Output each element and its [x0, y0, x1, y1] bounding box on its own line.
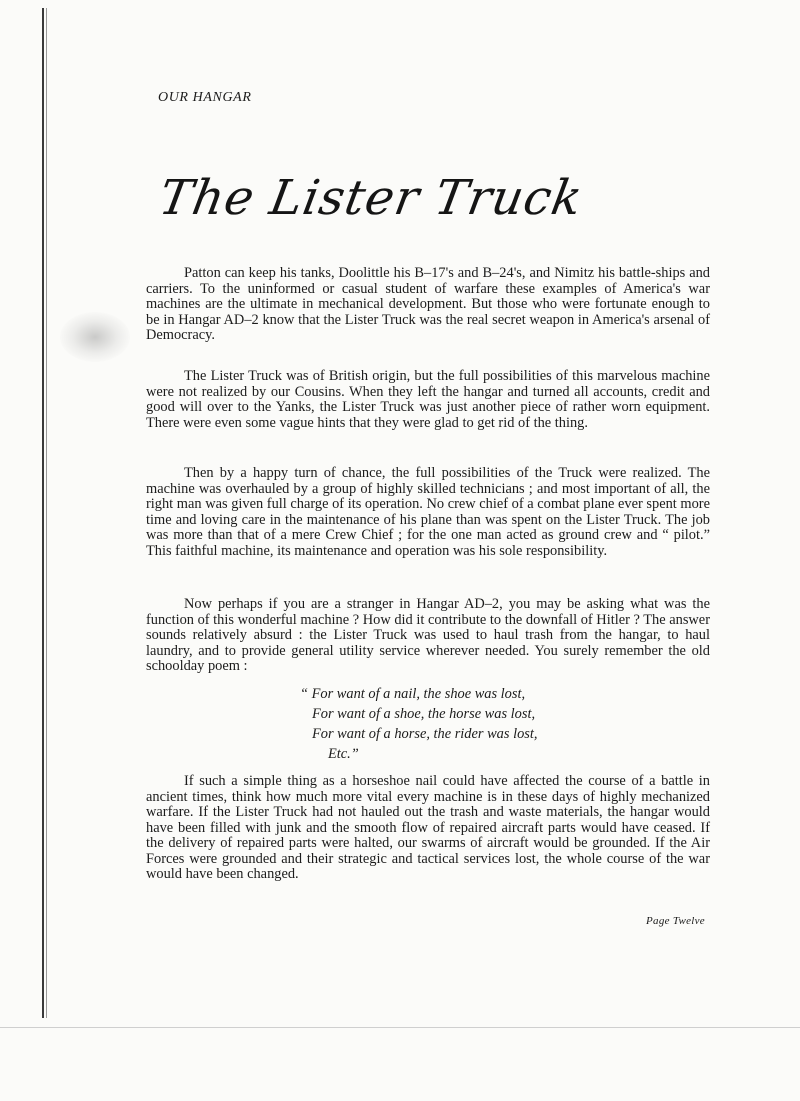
- poem-line: For want of a shoe, the horse was lost,: [312, 706, 536, 722]
- page-number: Page Twelve: [646, 915, 705, 927]
- section-label: OUR HANGAR: [158, 90, 252, 105]
- paragraph-2: The Lister Truck was of British origin, but the full possibilities of this marvelous machine were not realized by our Cousins. When they left the hangar and turned all accounts, credit and good will over to the Yanks, the Lister Truck was just another piece of rather worn equipment. There were even some vague hints that they were glad to get rid of the thing.: [146, 368, 710, 431]
- paragraph-5: If such a simple thing as a horseshoe nail could have affected the course of a battle in ancient times, think how much more vital every machine is in these days of highly mechanized warfare. If the Lister Truck had not hauled out the trash and waste materials, the hangar would have been filled with junk and the smooth flow of repaired aircraft parts would have ceased. If the delivery of repaired parts were halted, our swarms of aircraft would be grounded. If the Air Forces were grounded and their strategic and tactical services lost, the whole course of the war would have been changed.: [146, 773, 710, 882]
- poem-block: [300, 684, 537, 764]
- poem-line: For want of a horse, the rider was lost,: [312, 726, 538, 742]
- binding-edge-line: [42, 8, 44, 1018]
- paragraph-4: Now perhaps if you are a stranger in Hangar AD–2, you may be asking what was the function of this wonderful machine ? How did it contribute to the downfall of Hitler ? The answer sounds relatively absurd : the Lister Truck was used to haul trash from the hangar, to haul laundry, and to provide general utility service wherever needed. You surely remember the old schoolday poem :: [146, 596, 710, 674]
- article-title: The Lister Truck: [155, 170, 588, 226]
- page-bottom-edge: [0, 1027, 800, 1028]
- paragraph-3: Then by a happy turn of chance, the full possibilities of the Truck were realized. The machine was overhauled by a group of highly skilled technicians ; and most important of all, the right man was given full charge of its operation. No crew chief of a combat plane ever spent more time and loving care in the maintenance of his plane than was spent on the Lister Truck. The job was more than that of a mere Crew Chief ; for the one man acted as ground crew and “ pilot.” This faithful machine, its maintenance and operation was his sole responsibility.: [146, 465, 710, 559]
- paragraph-1: Patton can keep his tanks, Doolittle his B–17's and B–24's, and Nimitz his battle-ships and carriers. To the uninformed or casual student of warfare these examples of America's war machines are the ultimate in mechanical development. But those who were fortunate enough to be in Hangar AD–2 know that the Lister Truck was the real secret weapon in America's arsenal of Democracy.: [146, 265, 710, 343]
- poem-line: “ For want of a nail, the shoe was lost,: [300, 686, 526, 702]
- binding-edge-shadow: [46, 8, 47, 1018]
- ink-smudge: [60, 312, 130, 362]
- poem-line: Etc.”: [328, 746, 359, 762]
